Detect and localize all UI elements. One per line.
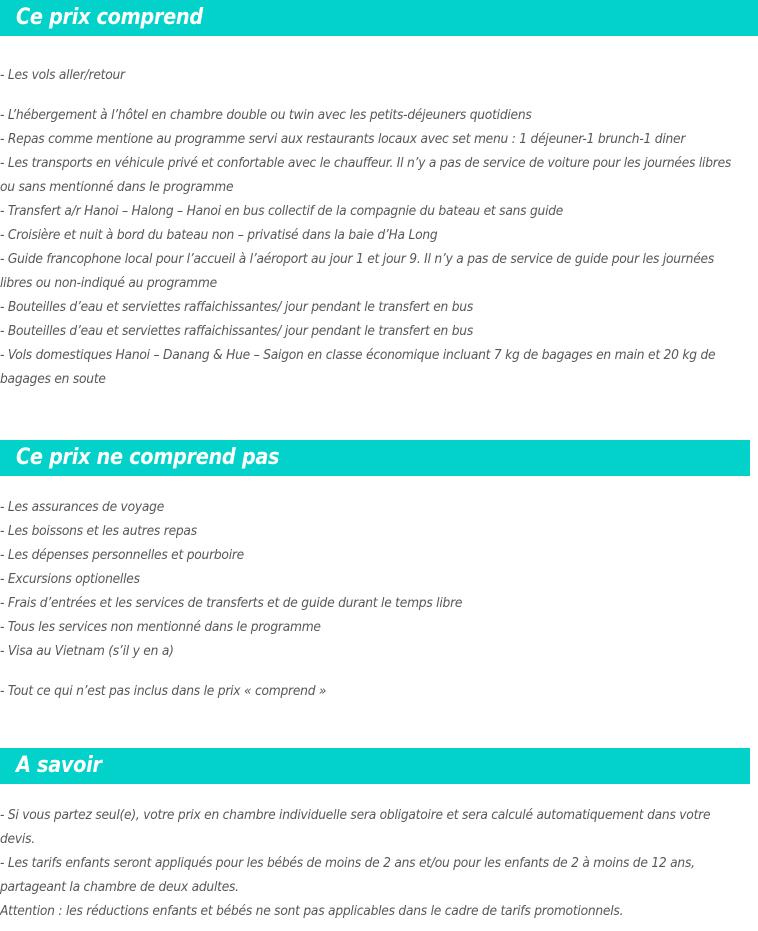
spacer	[0, 704, 758, 748]
list-item: - Transfert a/r Hanoi – Halong – Hanoi en bus collectif de la compagnie du bateau et sans guide	[0, 204, 564, 219]
list-item: - Les transports en véhicule privé et confortable avec le chauffeur. Il n’y a pas de service de voiture pour les journées libres ou sans mentionné dans le programme	[0, 156, 732, 195]
section-header-a-savoir	[0, 748, 750, 784]
spacer	[0, 784, 758, 804]
list-item: - Guide francophone local pour l’accueil à l’aéroport au jour 1 et jour 9. Il n’y a pas de service de guide pour les journées libres ou non-indiqué au programme	[0, 252, 714, 291]
list-item: - Croisière et nuit à bord du bateau non – privatisé dans la baie d’Ha Long	[0, 228, 438, 243]
list-item: - Excursions optionelles	[0, 572, 140, 587]
spacer	[0, 88, 748, 104]
list-item: - Visa au Vietnam (s’il y en a)	[0, 644, 174, 659]
section-body-ce-prix-ne-comprend-pas	[0, 496, 758, 704]
section-title: A savoir	[16, 753, 102, 778]
list-item: - Tous les services non mentionné dans le programme	[0, 620, 321, 635]
spacer	[0, 664, 748, 680]
section-header-ce-prix-ne-comprend-pas	[0, 440, 750, 476]
spacer	[0, 392, 758, 440]
note-item: Attention : les réductions enfants et bébés ne sont pas applicables dans le cadre de tarifs promotionnels.	[0, 904, 624, 919]
list-item: - Vols domestiques Hanoi – Danang & Hue – Saigon en classe économique incluant 7 kg de bagages en main et 20 kg de bagages en soute	[0, 348, 716, 387]
section-header-ce-prix-comprend	[0, 0, 758, 36]
closing-note: - Tout ce qui n’est pas inclus dans le prix « comprend »	[0, 684, 327, 699]
list-item: - Bouteilles d’eau et serviettes raffaichissantes/ jour pendant le transfert en bus	[0, 300, 473, 315]
list-item: - Les dépenses personnelles et pourboire	[0, 548, 244, 563]
list-item: - Repas comme mentione au programme servi aux restaurants locaux avec set menu : 1 déjeuner-1 brunch-1 diner	[0, 132, 686, 147]
list-item: - Les boissons et les autres repas	[0, 524, 197, 539]
spacer	[0, 476, 758, 496]
note-item: - Les tarifs enfants seront appliqués pour les bébés de moins de 2 ans et/ou pour les enfants de 2 à moins de 12 ans, partageant la chambre de deux adultes.	[0, 856, 695, 895]
spacer	[0, 36, 758, 64]
list-item: - L’hébergement à l’hôtel en chambre double ou twin avec les petits-déjeuners quotidiens	[0, 108, 532, 123]
list-item: - Les assurances de voyage	[0, 500, 165, 515]
section-body-a-savoir	[0, 804, 758, 924]
note-item: - Si vous partez seul(e), votre prix en chambre individuelle sera obligatoire et sera calculé automatiquement dans votre devis.	[0, 808, 711, 847]
section-title: Ce prix comprend	[16, 5, 203, 30]
list-item: - Les vols aller/retour	[0, 68, 125, 83]
section-body-ce-prix-comprend	[0, 64, 758, 392]
list-item: - Frais d’entrées et les services de transferts et de guide durant le temps libre	[0, 596, 463, 611]
list-item: - Bouteilles d’eau et serviettes raffaichissantes/ jour pendant le transfert en bus	[0, 324, 473, 339]
section-title: Ce prix ne comprend pas	[16, 445, 280, 470]
